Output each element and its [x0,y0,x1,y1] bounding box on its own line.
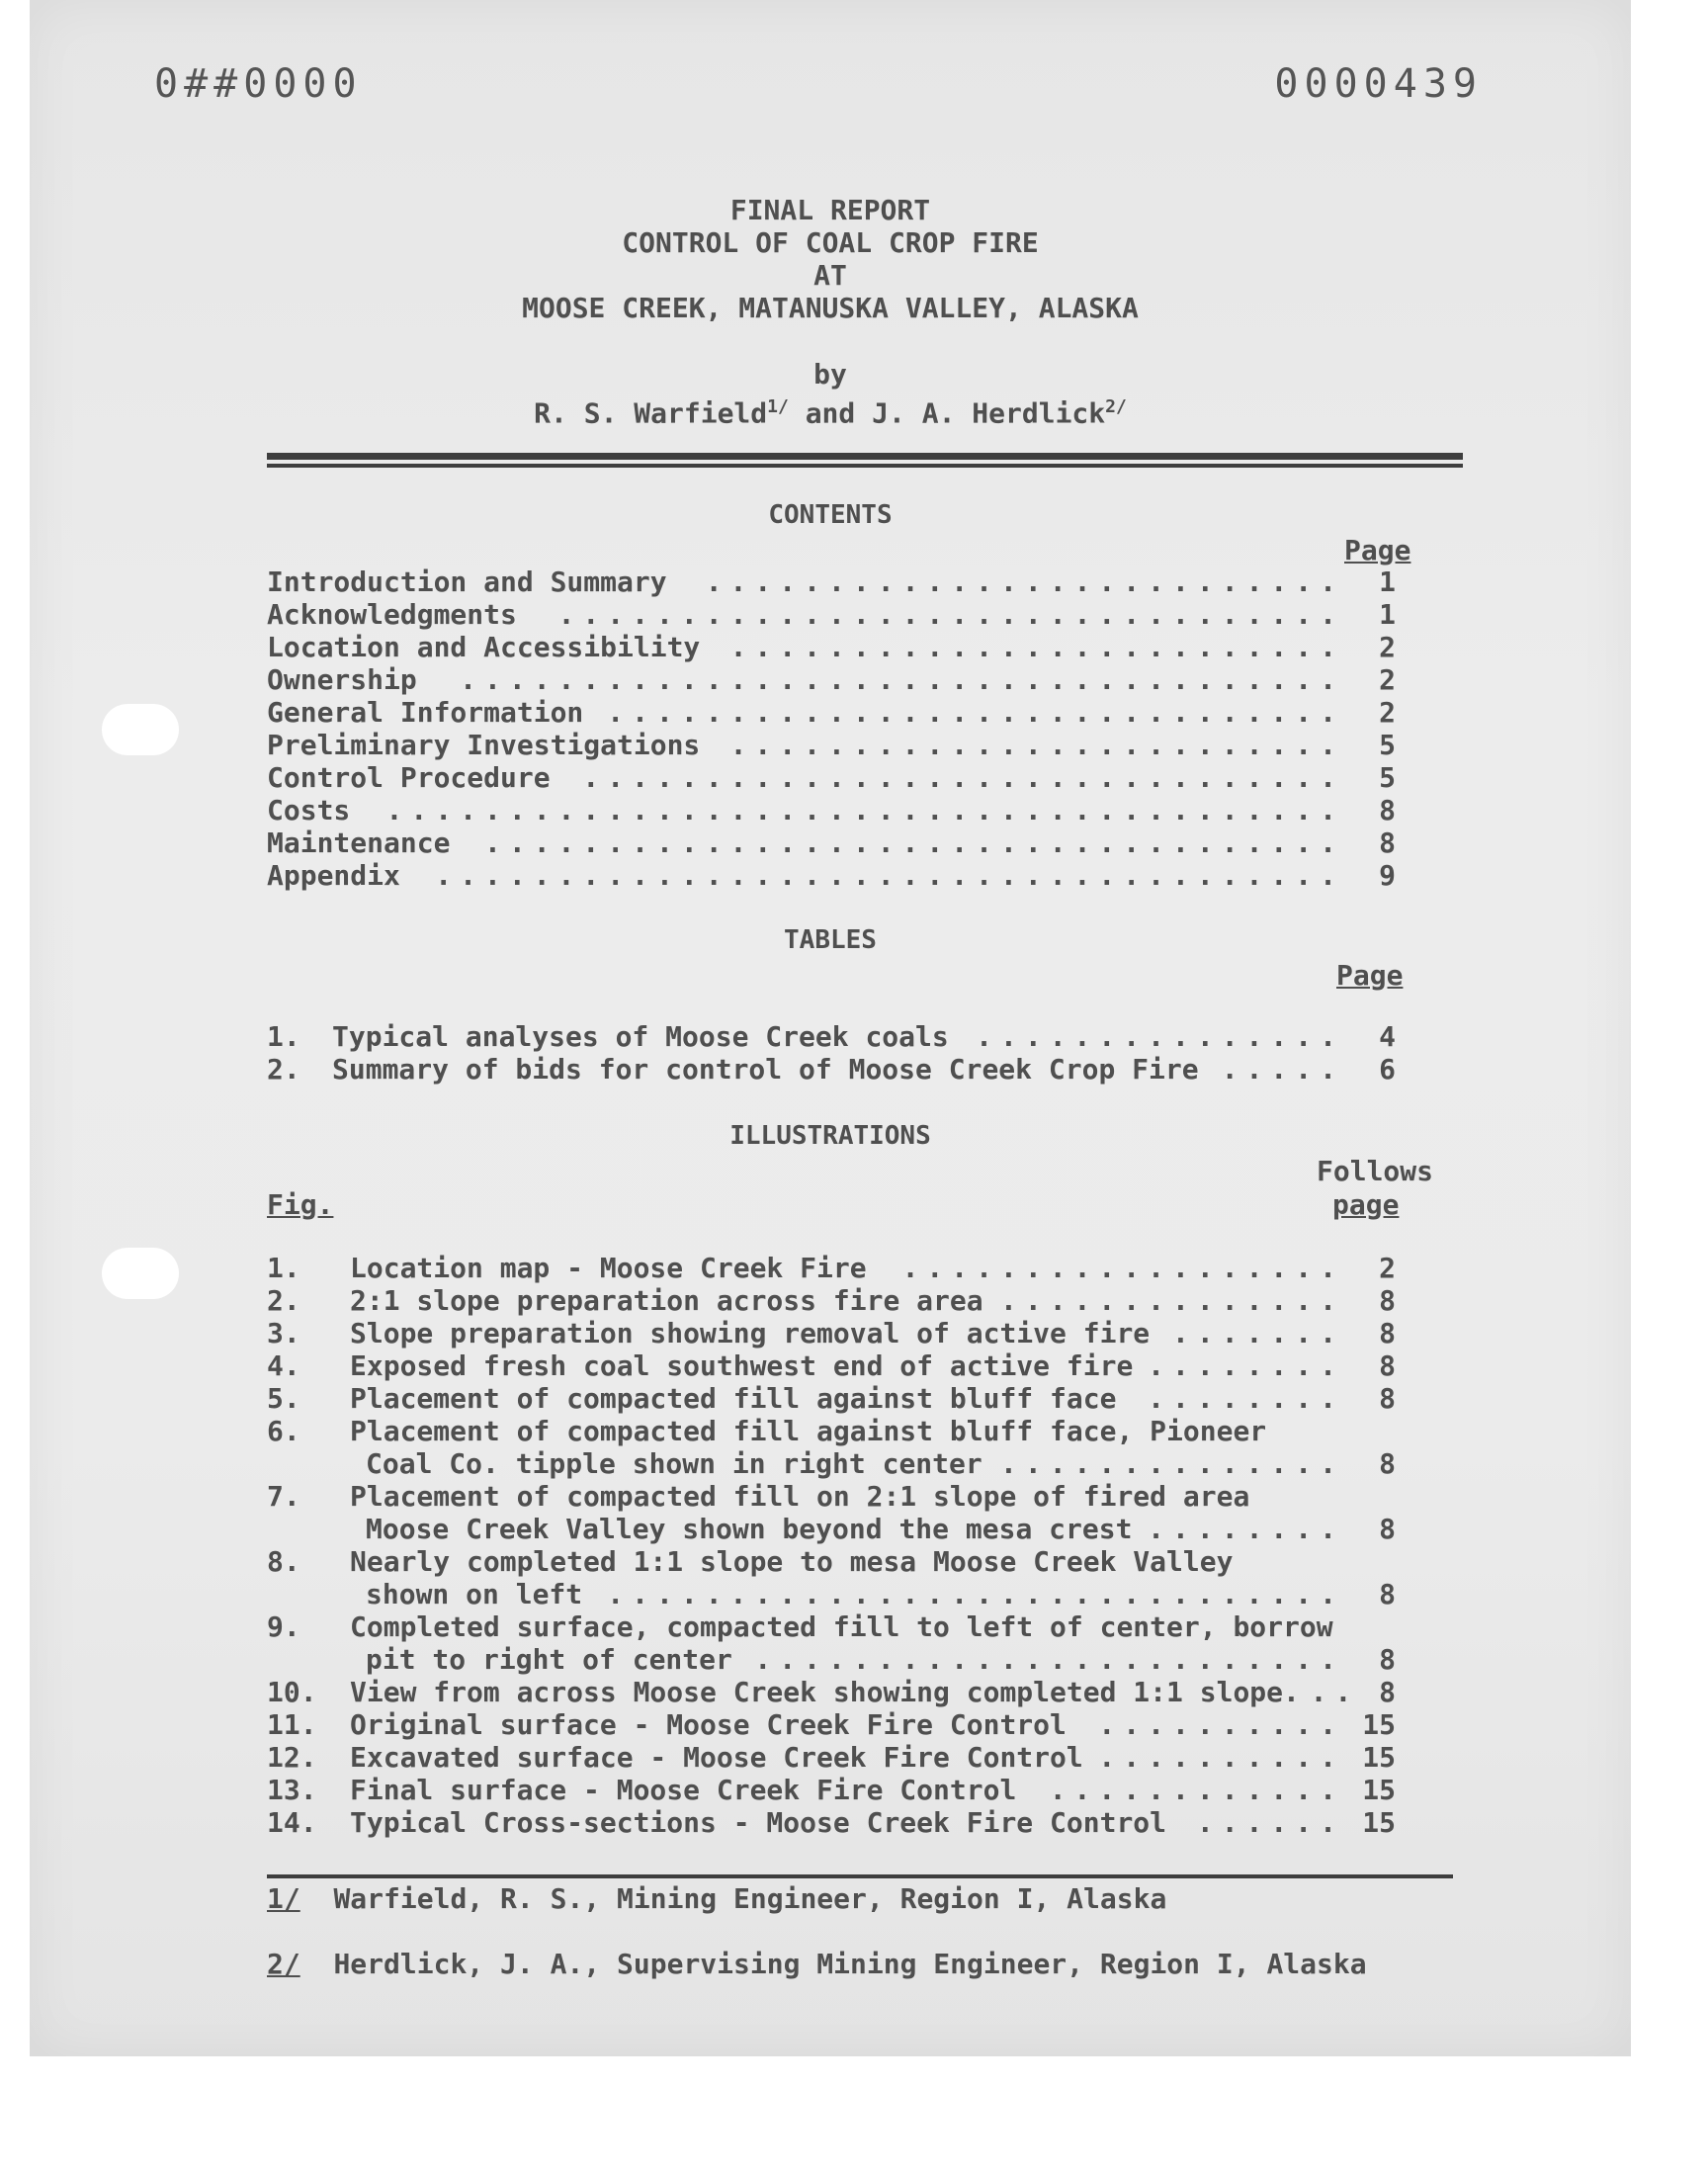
contents-page-header: Page [1344,534,1411,566]
figure-item-page: 8 [1379,1317,1396,1349]
figure-item-leader-dots: .............................. [607,1578,1344,1610]
contents-item-page: 2 [1379,631,1396,663]
tables-page-header: Page [1336,959,1404,992]
figure-item-leader-dots: .................. [901,1252,1344,1284]
contents-item-leader-dots: ..................................... [435,859,1344,892]
figure-item-label: Typical Cross-sections - Moose Creek Fire Control [350,1806,1167,1839]
figure-item-label-line1 [267,1545,1413,1578]
contents-item-label: Preliminary Investigations [267,729,701,761]
figure-item-number-text: 7. [267,1480,300,1513]
contents-item-page: 8 [1379,826,1396,859]
figure-item-label: Coal Co. tipple shown in right center [366,1447,982,1480]
figure-item-number: 1. [267,1252,300,1284]
contents-item [267,631,1413,663]
contents-item-page: 1 [1379,598,1396,631]
illustrations-heading: ILLUSTRATIONS [729,1121,931,1151]
contents-item-label: Maintenance [267,826,451,859]
figure-item-leader-dots: .. [1310,1676,1360,1708]
figure-item-label: 2:1 slope preparation across fire area [350,1284,983,1317]
figure-item [267,1578,1413,1610]
author-1: R. S. Warfield [534,396,768,430]
figure-item-page: 15 [1362,1774,1396,1806]
figure-item [267,1317,1413,1349]
contents-item [267,598,1413,631]
figure-item-leader-dots: .............. [999,1447,1344,1480]
contents-item-leader-dots: ................................ [557,598,1344,631]
figure-item-page: 8 [1379,1513,1396,1545]
title-line-4: MOOSE CREEK, MATANUSKA VALLEY, ALASKA [522,292,1139,324]
figure-item-label: Original surface - Moose Creek Fire Control [350,1708,1067,1741]
table-item [267,1053,1413,1086]
table-item [267,1020,1413,1053]
contents-heading: CONTENTS [768,500,893,530]
figure-item-leader-dots: ........ [1148,1513,1344,1545]
figure-item-page: 15 [1362,1741,1396,1774]
author-1-note: 1/ [767,396,789,417]
footnote-rule [267,1874,1453,1878]
contents-item-leader-dots: ............................... [582,761,1344,794]
contents-item-page: 2 [1379,696,1396,729]
table-item-label: Summary of bids for control of Moose Creek Crop Fire [332,1053,1199,1086]
punch-hole-bottom [102,1248,179,1299]
figure-item-number-text: 9. [267,1610,300,1643]
figure-item-label: shown on left [366,1578,583,1610]
figure-item-number-text: 8. [267,1545,300,1578]
figure-item-label-line1-text: Placement of compacted fill against bluff face, Pioneer [350,1415,1267,1447]
figure-item-label: pit to right of center [366,1643,732,1676]
contents-item-leader-dots: .......................... [705,566,1344,598]
figure-item-page: 8 [1379,1578,1396,1610]
contents-item-page: 2 [1379,663,1396,696]
contents-item [267,663,1413,696]
figure-item-number: 11. [267,1708,317,1741]
follows-page-label: page [1332,1188,1400,1221]
figure-item-label: Final surface - Moose Creek Fire Control [350,1774,1017,1806]
figure-item-leader-dots: ........ [1148,1382,1344,1415]
figure-item-label-line1-text: Completed surface, compacted fill to left of center, borrow [350,1610,1333,1643]
figure-item-label: Location map - Moose Creek Fire [350,1252,867,1284]
table-item-page: 6 [1379,1053,1396,1086]
figure-item-number: 13. [267,1774,317,1806]
contents-item [267,794,1413,826]
table-item-leader-dots: ..... [1221,1053,1344,1086]
title-line-1: FINAL REPORT [729,194,931,226]
contents-item [267,566,1413,598]
figure-item-label: Moose Creek Valley shown beyond the mesa crest [366,1513,1133,1545]
figure-item-leader-dots: ....... [1171,1317,1344,1349]
figure-item-page: 8 [1379,1643,1396,1676]
contents-item-label: Ownership [267,663,417,696]
contents-item-leader-dots: .................................... [460,663,1344,696]
contents-item-page: 5 [1379,761,1396,794]
figure-item [267,1513,1413,1545]
figure-item-number-text: 6. [267,1415,300,1447]
footnote-1-mark: 1/ [267,1882,300,1915]
contents-item-page: 9 [1379,859,1396,892]
contents-item-leader-dots: .............................. [607,696,1344,729]
figure-item [267,1806,1413,1839]
figure-item [267,1382,1413,1415]
figure-item-page: 15 [1362,1806,1396,1839]
figure-item [267,1774,1413,1806]
figure-item-label: Slope preparation showing removal of active fire [350,1317,1151,1349]
figure-item-page: 8 [1379,1284,1396,1317]
contents-item-label: Location and Accessibility [267,631,701,663]
contents-item-leader-dots: ....................................... [385,794,1344,826]
figure-item [267,1676,1413,1708]
figure-item-leader-dots: .............. [999,1284,1344,1317]
figure-item-page: 15 [1362,1708,1396,1741]
contents-item [267,729,1413,761]
contents-item-leader-dots: ......................... [729,729,1344,761]
contents-item-label: Costs [267,794,351,826]
figure-item-label: View from across Moose Creek showing completed 1:1 slope. [350,1676,1300,1708]
table-item-number: 1. [267,1020,300,1053]
footnote-1 [267,1882,1166,1915]
figure-item-number: 2. [267,1284,300,1317]
figure-item-number: 5. [267,1382,300,1415]
contents-item-label: Acknowledgments [267,598,517,631]
tables-heading: TABLES [784,925,877,955]
figure-item-label: Exposed fresh coal southwest end of active fire [350,1349,1134,1382]
figure-item-label-line1 [267,1610,1413,1643]
title-by: by [813,358,847,391]
authors-line [30,391,1631,429]
figure-item-page: 8 [1379,1447,1396,1480]
figure-item-number: 10. [267,1676,317,1708]
figure-item-number: 12. [267,1741,317,1774]
figure-item-leader-dots: ............ [1049,1774,1344,1806]
fig-label: Fig. [267,1188,334,1221]
figure-item-page: 8 [1379,1382,1396,1415]
contents-item-leader-dots: ......................... [729,631,1344,663]
double-rule-bottom [267,464,1463,468]
contents-item-label: Control Procedure [267,761,551,794]
contents-item-label: General Information [267,696,584,729]
figure-item-label-line1 [267,1415,1413,1447]
contents-item [267,761,1413,794]
contents-item [267,696,1413,729]
title-line-2: CONTROL OF COAL CROP FIRE [622,226,1039,259]
figure-item [267,1741,1413,1774]
contents-item-page: 1 [1379,566,1396,598]
follows-label: Follows [1317,1155,1434,1187]
table-item-label: Typical analyses of Moose Creek coals [332,1020,949,1053]
figure-item [267,1708,1413,1741]
figure-item [267,1447,1413,1480]
punch-hole-top [102,704,179,755]
footnote-2-mark: 2/ [267,1948,300,1980]
figure-item-leader-dots: ........ [1148,1349,1344,1382]
figure-item [267,1643,1413,1676]
figure-item-leader-dots: .......... [1098,1708,1344,1741]
figure-item-leader-dots: .......... [1098,1741,1344,1774]
stamp-left: 0##0000 [154,61,363,107]
figure-item-page: 8 [1379,1676,1396,1708]
document-page [30,0,1631,2056]
double-rule-top [267,453,1463,460]
table-item-number: 2. [267,1053,300,1086]
contents-item-leader-dots: ................................... [483,826,1344,859]
footnote-1-text: Warfield, R. S., Mining Engineer, Region I, Alaska [333,1882,1167,1915]
contents-item-label: Introduction and Summary [267,566,667,598]
contents-item [267,859,1413,892]
figure-item [267,1252,1413,1284]
table-item-leader-dots: ............... [976,1020,1344,1053]
figure-item-label-line1-text: Placement of compacted fill on 2:1 slope of fired area [350,1480,1250,1513]
figure-item-leader-dots: ...... [1196,1806,1344,1839]
author-2: J. A. Herdlick [872,396,1106,430]
footnote-2-text: Herdlick, J. A., Supervising Mining Engineer, Region I, Alaska [333,1948,1367,1980]
figure-item-page: 2 [1379,1252,1396,1284]
figure-item-number: 4. [267,1349,300,1382]
contents-item-page: 8 [1379,794,1396,826]
figure-item-page: 8 [1379,1349,1396,1382]
stamp-right: 0000439 [1274,61,1483,107]
figure-item-label: Placement of compacted fill against bluff face [350,1382,1117,1415]
title-line-3: AT [813,259,847,292]
contents-item [267,826,1413,859]
figure-item-number: 3. [267,1317,300,1349]
author-conjunction: and [788,396,873,430]
figure-item-label-line1-text: Nearly completed 1:1 slope to mesa Moose Creek Valley [350,1545,1234,1578]
figure-item-label: Excavated surface - Moose Creek Fire Control [350,1741,1083,1774]
figure-item-label-line1 [267,1480,1413,1513]
figure-item [267,1349,1413,1382]
contents-item-label: Appendix [267,859,400,892]
contents-item-page: 5 [1379,729,1396,761]
figure-item-number: 14. [267,1806,317,1839]
footnote-2 [267,1948,1367,1980]
figure-item [267,1284,1413,1317]
figure-item-leader-dots: ........................ [754,1643,1344,1676]
author-2-note: 2/ [1105,396,1127,417]
table-item-page: 4 [1379,1020,1396,1053]
